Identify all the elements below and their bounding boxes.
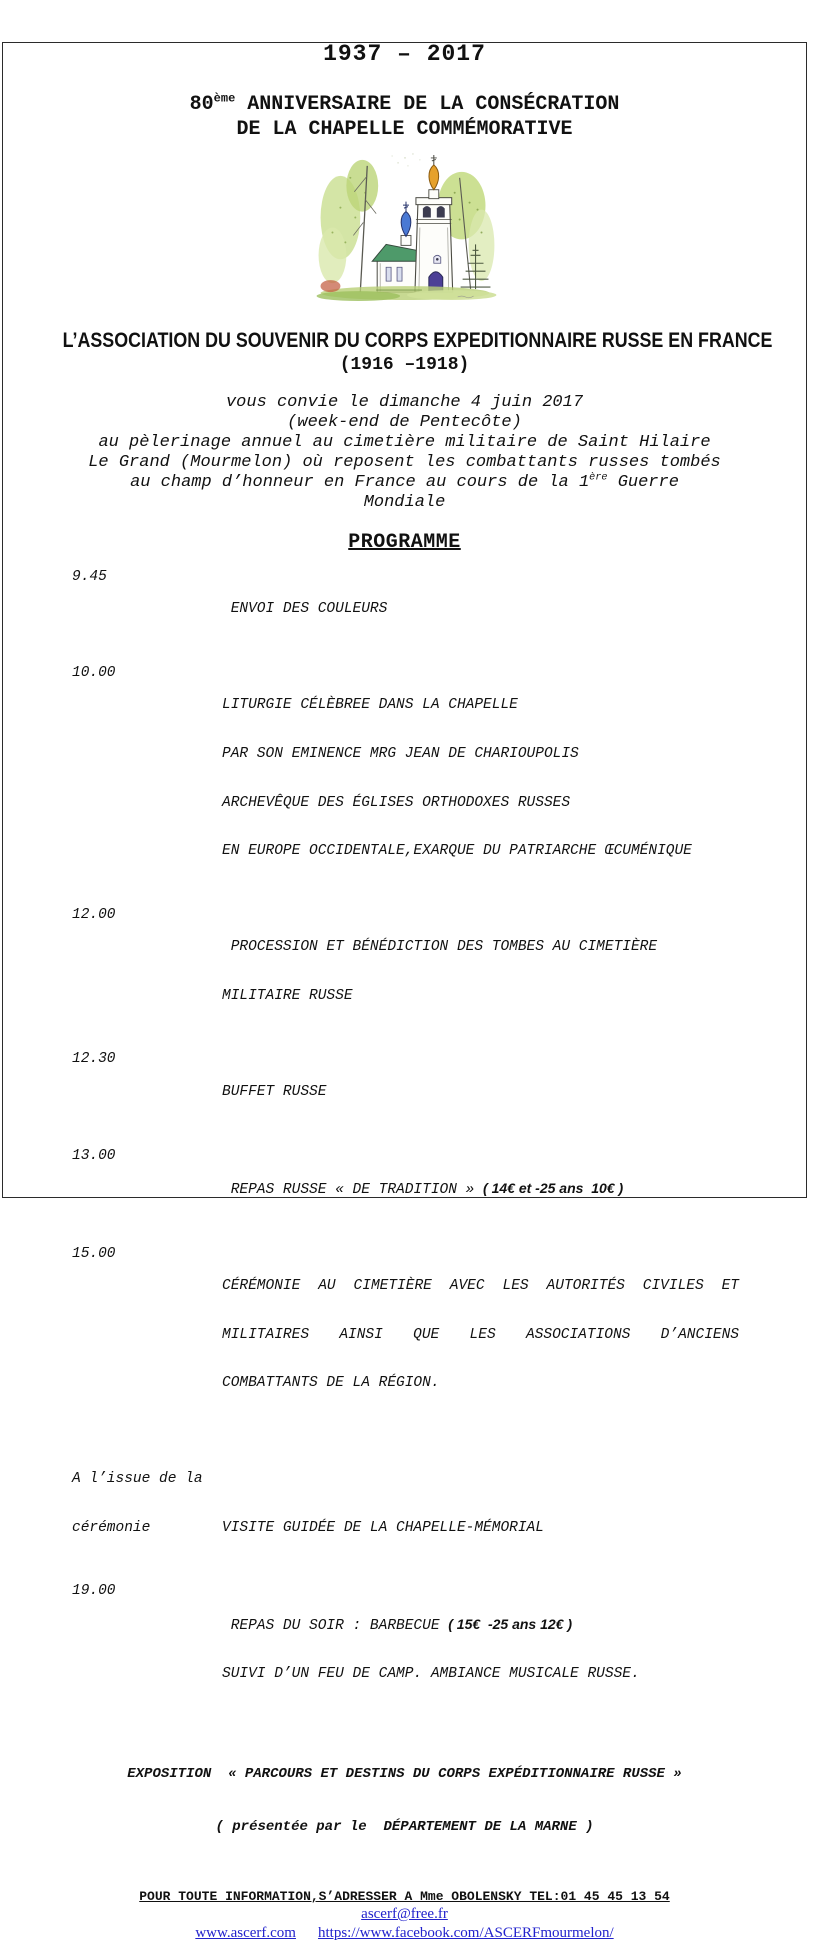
programme-time: 10.00 <box>72 665 116 682</box>
programme-row <box>0 1439 809 1569</box>
programme-row <box>0 1583 809 1715</box>
programme-list <box>0 569 809 1715</box>
facebook-link[interactable]: https://www.facebook.com/ASCERFmourmelon/ <box>317 1925 614 1941</box>
programme-desc: LITURGIE CÉLÈBREE DANS LA CHAPELLE PAR SON EMINENCE MRG JEAN DE CHARIOUPOLIS ARCHEVÊQUE DES ÉGLISES ORTHODOXES RUSSES EN EUROPE OCCIDENTALE,EXARQUE DU PATRIARCHE ŒCUMÉNIQUE <box>222 697 692 860</box>
programme-desc: PROCESSION ET BÉNÉDICTION DES TOMBES AU CIMETIÈRE MILITAIRE RUSSE <box>222 939 658 1004</box>
programme-row <box>0 907 809 1037</box>
invitation-line: au pèlerinage annuel au cimetière militaire de Saint Hilaire <box>98 433 711 452</box>
invitation-text <box>0 393 809 513</box>
programme-desc: REPAS RUSSE « DE TRADITION » ( 14€ et -25 ans 10€ ) <box>222 1179 624 1198</box>
programme-heading: PROGRAMME <box>348 531 461 554</box>
programme-desc: CÉRÉMONIE AU CIMETIÈRE AVEC LES AUTORITÉS CIVILES ET MILITAIRES AINSI QUE LES ASSOCIATIONS D’ANCIENS COMBATTANTS DE LA RÉGION. <box>222 1277 739 1392</box>
exposition-line1: EXPOSITION « PARCOURS ET DESTINS DU CORPS EXPÉDITIONNAIRE RUSSE » <box>127 1766 682 1782</box>
programme-time: 12.30 <box>72 1051 116 1068</box>
price-label: ( 15€ -25 ans 12€ ) <box>448 1615 572 1632</box>
programme-time: 15.00 <box>72 1245 116 1262</box>
contact-info: POUR TOUTE INFORMATION,S’ADRESSER A Mme OBOLENSKY TEL:01 45 45 13 54 <box>139 1889 670 1904</box>
programme-time: A l’issue de la cérémonie <box>72 1471 203 1536</box>
programme-time: 9.45 <box>72 569 107 585</box>
invitation-line: Mondiale <box>363 493 446 512</box>
programme-desc: REPAS DU SOIR : BARBECUE ( 15€ -25 ans 12€ ) SUIVI D’UN FEU DE CAMP. AMBIANCE MUSICALE RUSSE. <box>222 1615 640 1683</box>
anniversary-heading <box>0 92 809 142</box>
programme-desc: ENVOI DES COULEURS <box>222 601 388 618</box>
price-label: ( 14€ et -25 ans 10€ ) <box>483 1179 624 1196</box>
programme-time: 12.00 <box>72 906 116 923</box>
exposition-note <box>0 1731 809 1871</box>
website-link[interactable]: www.ascerf.com <box>195 1925 296 1941</box>
programme-row <box>0 1051 809 1132</box>
programme-time: 19.00 <box>72 1583 116 1600</box>
chapel-illustration <box>310 148 500 302</box>
association-title: L’ASSOCIATION DU SOUVENIR DU CORPS EXPEDITIONNAIRE RUSSE EN FRANCE <box>62 329 773 352</box>
invitation-line: (week-end de Pentecôte) <box>287 413 522 432</box>
invitation-line: Le Grand (Mourmelon) où reposent les combattants russes tombés <box>88 453 721 472</box>
invitation-line: au champ d’honneur en France au cours de la 1ère Guerre <box>130 472 679 492</box>
programme-row <box>0 1148 809 1231</box>
anniversary-line1: 80ème ANNIVERSAIRE DE LA CONSÉCRATION <box>189 91 620 116</box>
exposition-line2: ( présentée par le DÉPARTEMENT DE LA MARNE ) <box>215 1818 594 1835</box>
programme-row <box>0 665 809 892</box>
flyer-page <box>0 40 809 1941</box>
anniversary-line2: DE LA CHAPELLE COMMÉMORATIVE <box>236 118 573 141</box>
email-row <box>0 1905 809 1924</box>
web-links-row <box>0 1924 809 1943</box>
email-link[interactable]: ascerf@free.fr <box>361 1906 448 1922</box>
programme-desc: VISITE GUIDÉE DE LA CHAPELLE-MÉMORIAL <box>222 1519 544 1536</box>
programme-row <box>0 569 809 650</box>
programme-row <box>0 1246 809 1424</box>
years-title: 1937 – 2017 <box>323 41 486 67</box>
invitation-line: vous convie le dimanche 4 juin 2017 <box>225 393 584 412</box>
programme-desc: BUFFET RUSSE <box>222 1083 327 1100</box>
association-years: (1916 –1918) <box>339 355 470 375</box>
programme-time: 13.00 <box>72 1147 116 1164</box>
